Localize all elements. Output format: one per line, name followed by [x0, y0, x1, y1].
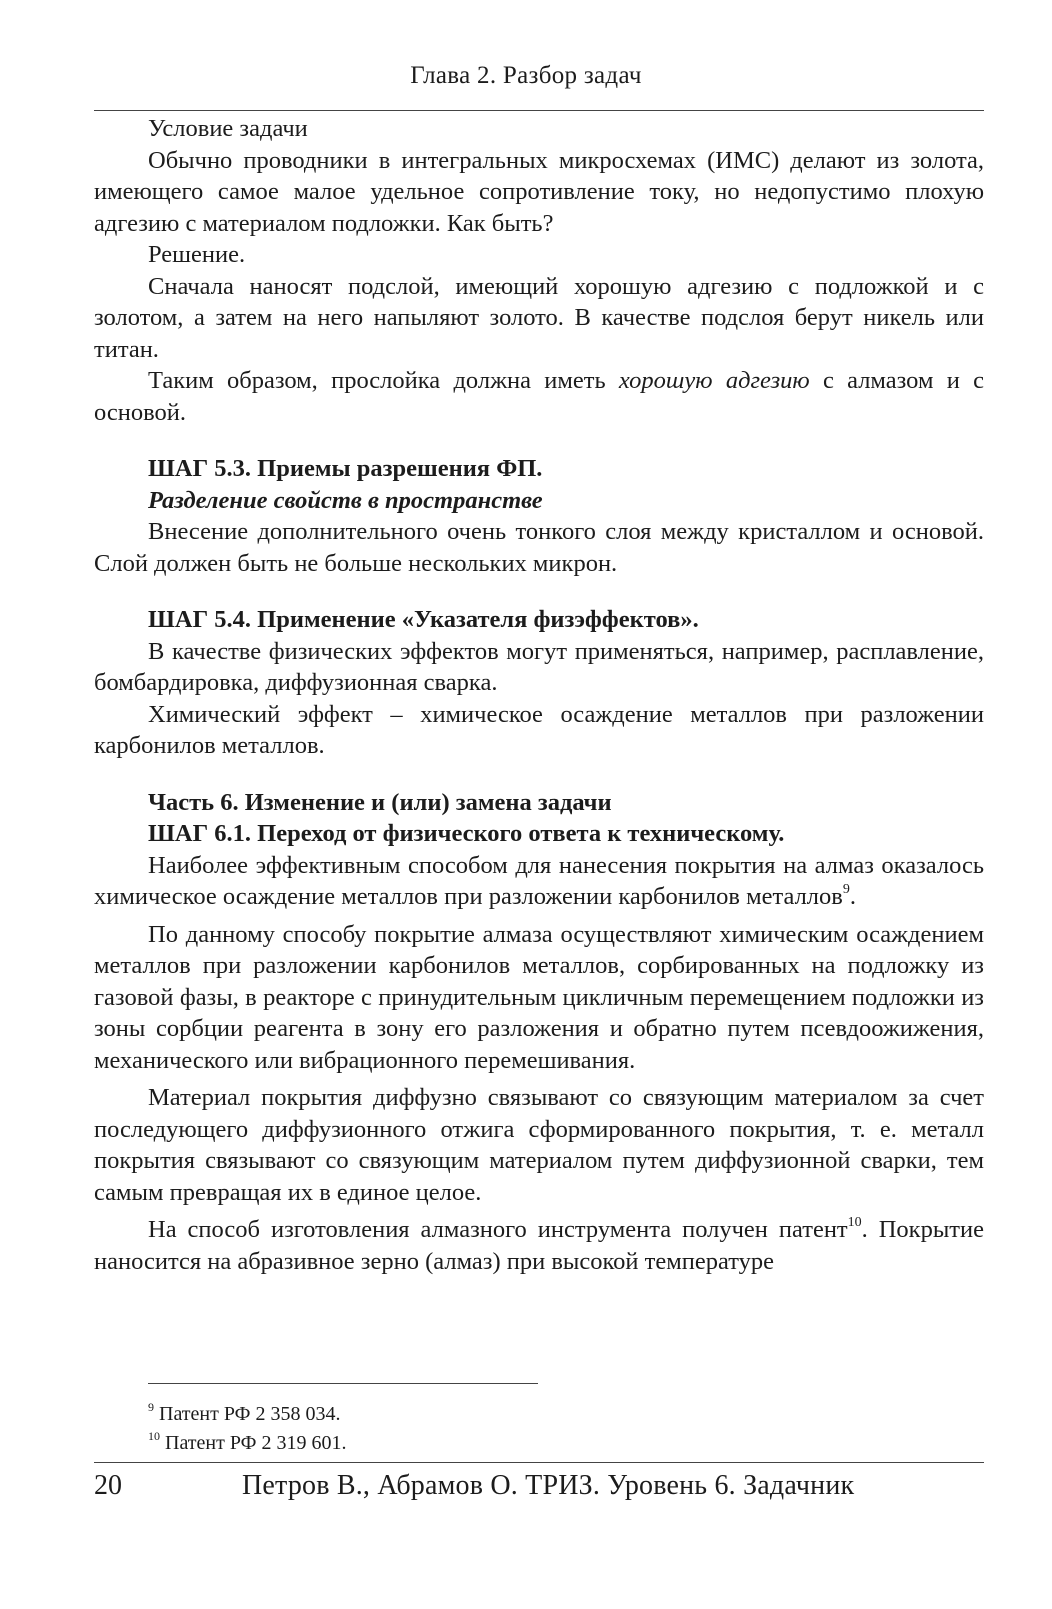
- condition-label: Условие задачи: [148, 115, 308, 142]
- header-rule: [94, 110, 984, 111]
- book-title: Петров В., Абрамов О. ТРИЗ. Уровень 6. Задачник: [242, 1470, 855, 1501]
- condition-text: Обычно проводники в интегральных микросхемах (ИМС) делают из золота, имеющего самое малое удельное сопротивление току, но недопустимо плохую адгезию с материалом подложки. Как быть?: [94, 146, 984, 237]
- footnote-separator: [148, 1383, 538, 1384]
- page-number: 20: [94, 1470, 122, 1501]
- step-6-1-text-3: Материал покрытия диффузно связывают со связующим материалом за счет последующего диффузионного отжига сформированного покрытия, т. е. металл покрытия связывают со связующим материалом путем диффузионной сварки, тем самым превращая их в единое целое.: [94, 1084, 984, 1206]
- step-6-1-text-4: На способ изготовления алмазного инструмента получен патент$^{10}$. Покрытие наносится на абразивное зерно (алмаз) при высокой температуре: [94, 1215, 984, 1275]
- conclusion-text: Таким образом, прослойка должна иметь хорошую адгезию с алмазом и с основой.: [94, 367, 984, 426]
- solution-label: Решение.: [148, 241, 246, 268]
- footnotes: [148, 1400, 346, 1458]
- page-content: [94, 113, 984, 1277]
- emphasis-good-adhesion: хорошую адгезию: [618, 367, 810, 394]
- running-header: Глава 2. Разбор задач: [410, 62, 642, 89]
- footnote-9: $^9$ Патент РФ 2 358 034.: [148, 1400, 341, 1425]
- step-5-4-text-1: В качестве физических эффектов могут применяться, например, расплавление, бомбардировка, диффузионная сварка.: [94, 637, 984, 696]
- footer-rule: [94, 1462, 984, 1463]
- footnote-ref-9[interactable]: 9: [842, 882, 850, 897]
- step-6-1-text-2: По данному способу покрытие алмаза осуществляют химическим осаждением металлов при разложении карбонилов металлов, сорбированных на подложку из газовой фазы, в реакторе с принудительным цикличным перемещением подложки из зоны сорбции реагента в зону его разложения и обратно путем псевдоожижения, механического или вибрационного перемешивания.: [94, 920, 984, 1074]
- step-5-3-subheading: Разделение свойств в пространстве: [148, 486, 543, 514]
- solution-text: Сначала наносят подслой, имеющий хорошую адгезию с подложкой и с золотом, а затем на него напыляют золото. В качестве подслоя берут никель или титан.: [94, 272, 984, 363]
- step-5-3-heading: ШАГ 5.3. Приемы разрешения ФП.: [148, 455, 543, 482]
- footnote-ref-10[interactable]: 10: [847, 1215, 862, 1230]
- part-6-heading: Часть 6. Изменение и (или) замена задачи: [148, 788, 612, 816]
- step-6-1-text-1: Наиболее эффективным способом для нанесения покрытия на алмаз оказалось химическое осаждение металлов при разложении карбонилов металлов$^9$.: [94, 851, 984, 910]
- step-5-4-heading: ШАГ 5.4. Применение «Указателя физэффектов».: [148, 606, 699, 633]
- step-6-1-heading: ШАГ 6.1. Переход от физического ответа к техническому.: [148, 820, 785, 847]
- step-5-3-text: Внесение дополнительного очень тонкого слоя между кристаллом и основой. Слой должен быть не больше нескольких микрон.: [94, 518, 984, 577]
- footnote-10: $^{10}$ Патент РФ 2 319 601.: [148, 1429, 347, 1454]
- step-5-4-text-2: Химический эффект – химическое осаждение металлов при разложении карбонилов металлов.: [94, 700, 984, 759]
